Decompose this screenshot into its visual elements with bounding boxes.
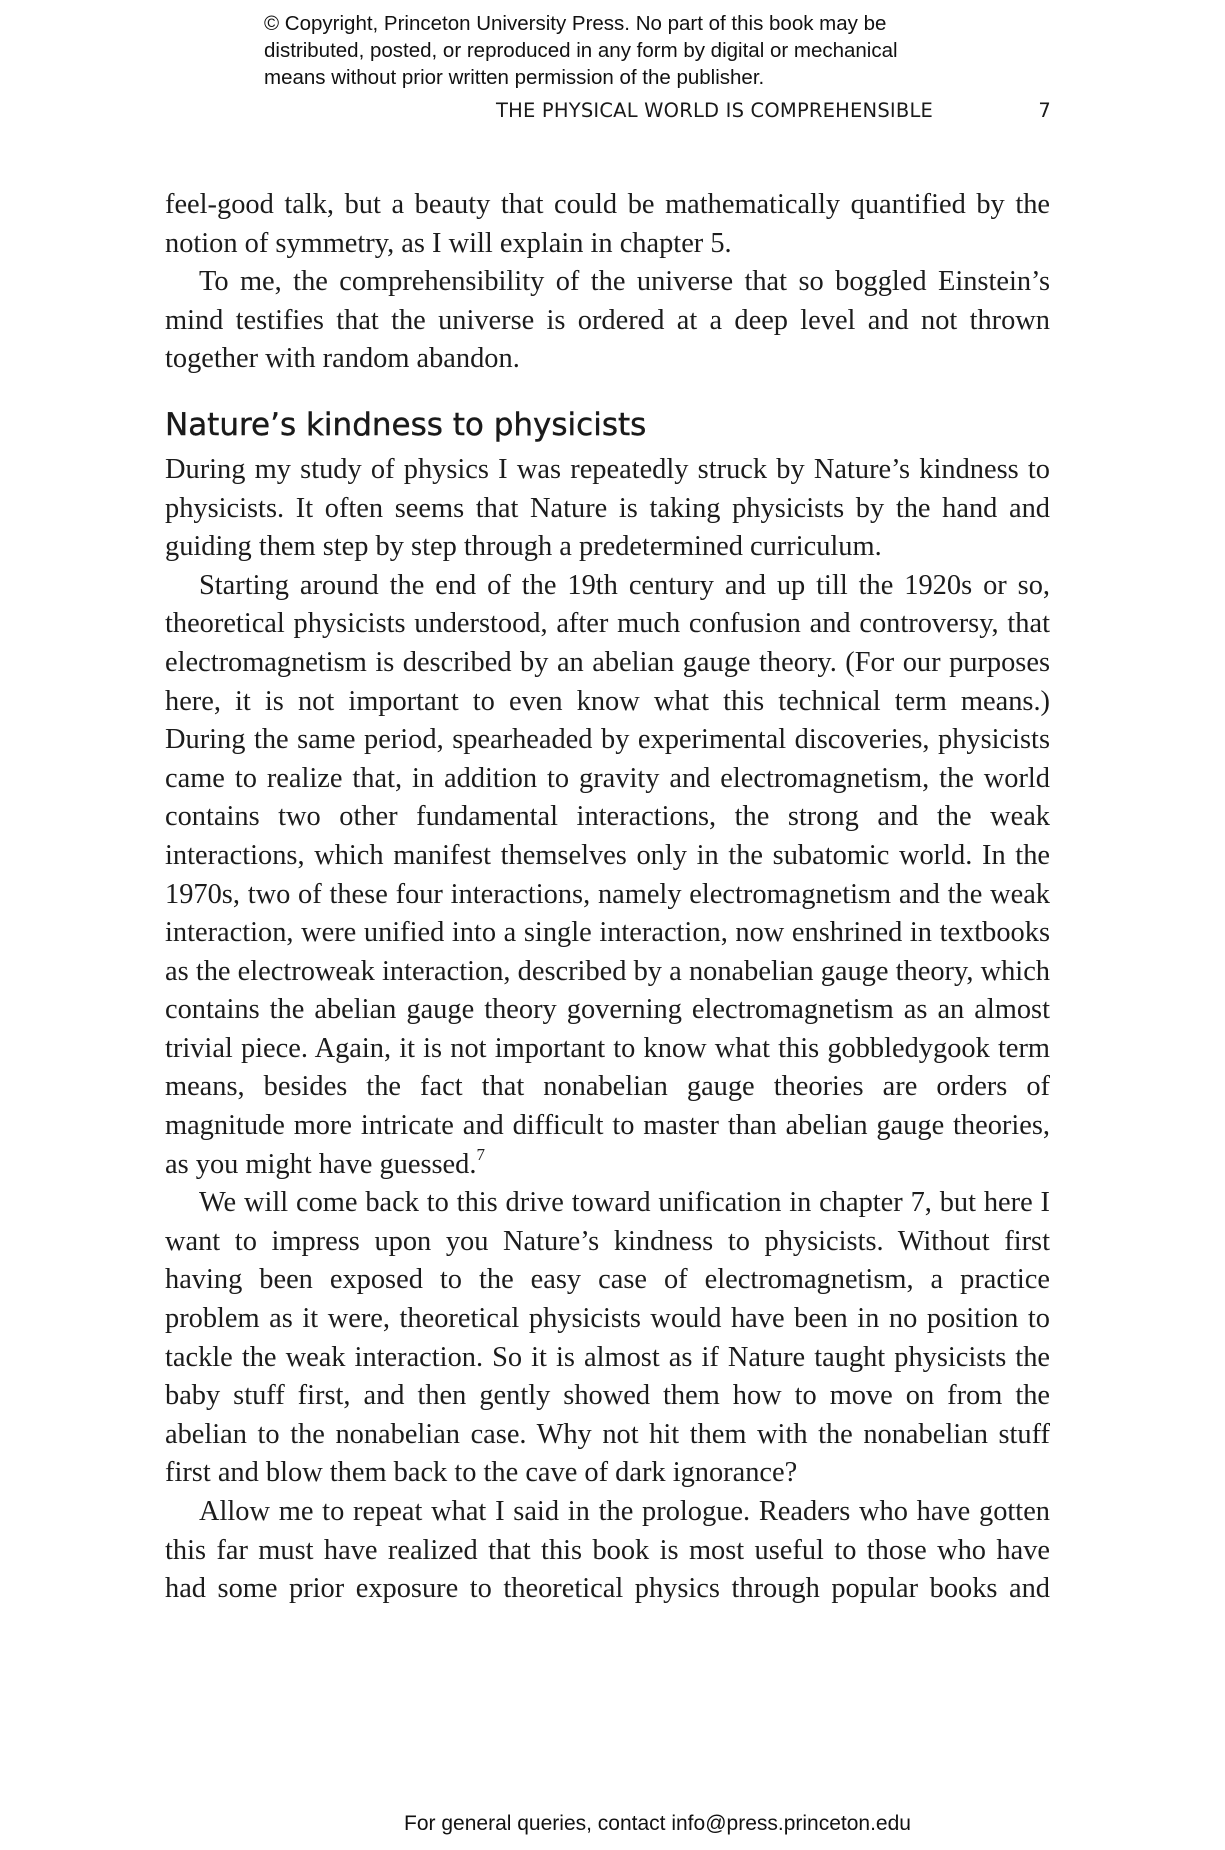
paragraph: During my study of physics I was repeatedly struck by Nature’s kindness to physicists. It often seems that Nature is taking physicists by the hand and guiding them step by step through a predetermined curriculum. <box>165 453 1050 563</box>
paragraph: Allow me to repeat what I said in the prologue. Readers who have gotten this far must have realized that this book is most useful to those who have had some prior exposure to theoretical physics through popular books and <box>165 1496 1050 1605</box>
copyright-line: distributed, posted, or reproduced in any form by digital or mechanical <box>264 39 898 62</box>
running-head-title: THE PHYSICAL WORLD IS COMPREHENSIBLE <box>496 99 934 122</box>
copyright-line: means without prior written permission of the publisher. <box>264 66 765 89</box>
copyright-line: © Copyright, Princeton University Press. No part of this book may be <box>264 12 887 35</box>
page-number: 7 <box>1038 99 1051 122</box>
paragraph-text: Starting around the end of the 19th century and up till the 1920s or so, theoretical physicists understood, after much confusion and controversy, that electromagnetism is described by an abelian gauge theory. (For our purposes here, it is not important to even know what this technical term means.) During the same period, spearheaded by experimental discoveries, physicists came to realize that, in addition to gravity and electromagnetism, the world contains two other fundamental interactions, the strong and the weak interactions, which manifest themselves only in the subatomic world. In the 1970s, two of these four interactions, namely electromagnetism and the weak interaction, were unified into a single interaction, now enshrined in textbooks as the electroweak interaction, described by a nonabelian gauge theory, which contains the abelian gauge theory governing electromagnetism as an almost trivial piece. Again, it is not important to know what this gobbledygook term means, besides the fact that nonabelian gauge theories are orders of magnitude more intricate and difficult to master than abelian gauge theories, as you might have guessed. <box>165 569 1050 1180</box>
paragraph-continued: feel-good talk, but a beauty that could be mathematically quantified by the notion of symmetry, as I will explain in chapter 5. <box>165 189 1050 259</box>
section-heading: Nature’s kindness to physicists <box>165 406 647 443</box>
paragraph <box>165 567 1050 1185</box>
running-head <box>496 99 1051 122</box>
footer <box>0 1812 1225 1836</box>
page-body <box>165 186 1050 1609</box>
copyright-notice <box>264 10 1024 91</box>
paragraph: To me, the comprehensibility of the universe that so boggled Einstein’s mind testifies that the universe is ordered at a deep level and not thrown together with random abandon. <box>165 266 1050 375</box>
paragraph: We will come back to this drive toward unification in chapter 7, but here I want to impress upon you Nature’s kindness to physicists. Without first having been exposed to the easy case of electromagnetism, a practice problem as it were, theoretical physicists would have been in no position to tackle the weak interaction. So it is almost as if Nature taught physicists the baby stuff first, and then gently showed them how to move on from the abelian to the nonabelian case. Why not hit them with the nonabelian stuff first and blow them back to the cave of dark ignorance? <box>165 1187 1050 1489</box>
footer-contact-text: For general queries, contact info@press.princeton.edu <box>404 1812 911 1835</box>
footnote-reference[interactable]: 7 <box>476 1145 485 1165</box>
